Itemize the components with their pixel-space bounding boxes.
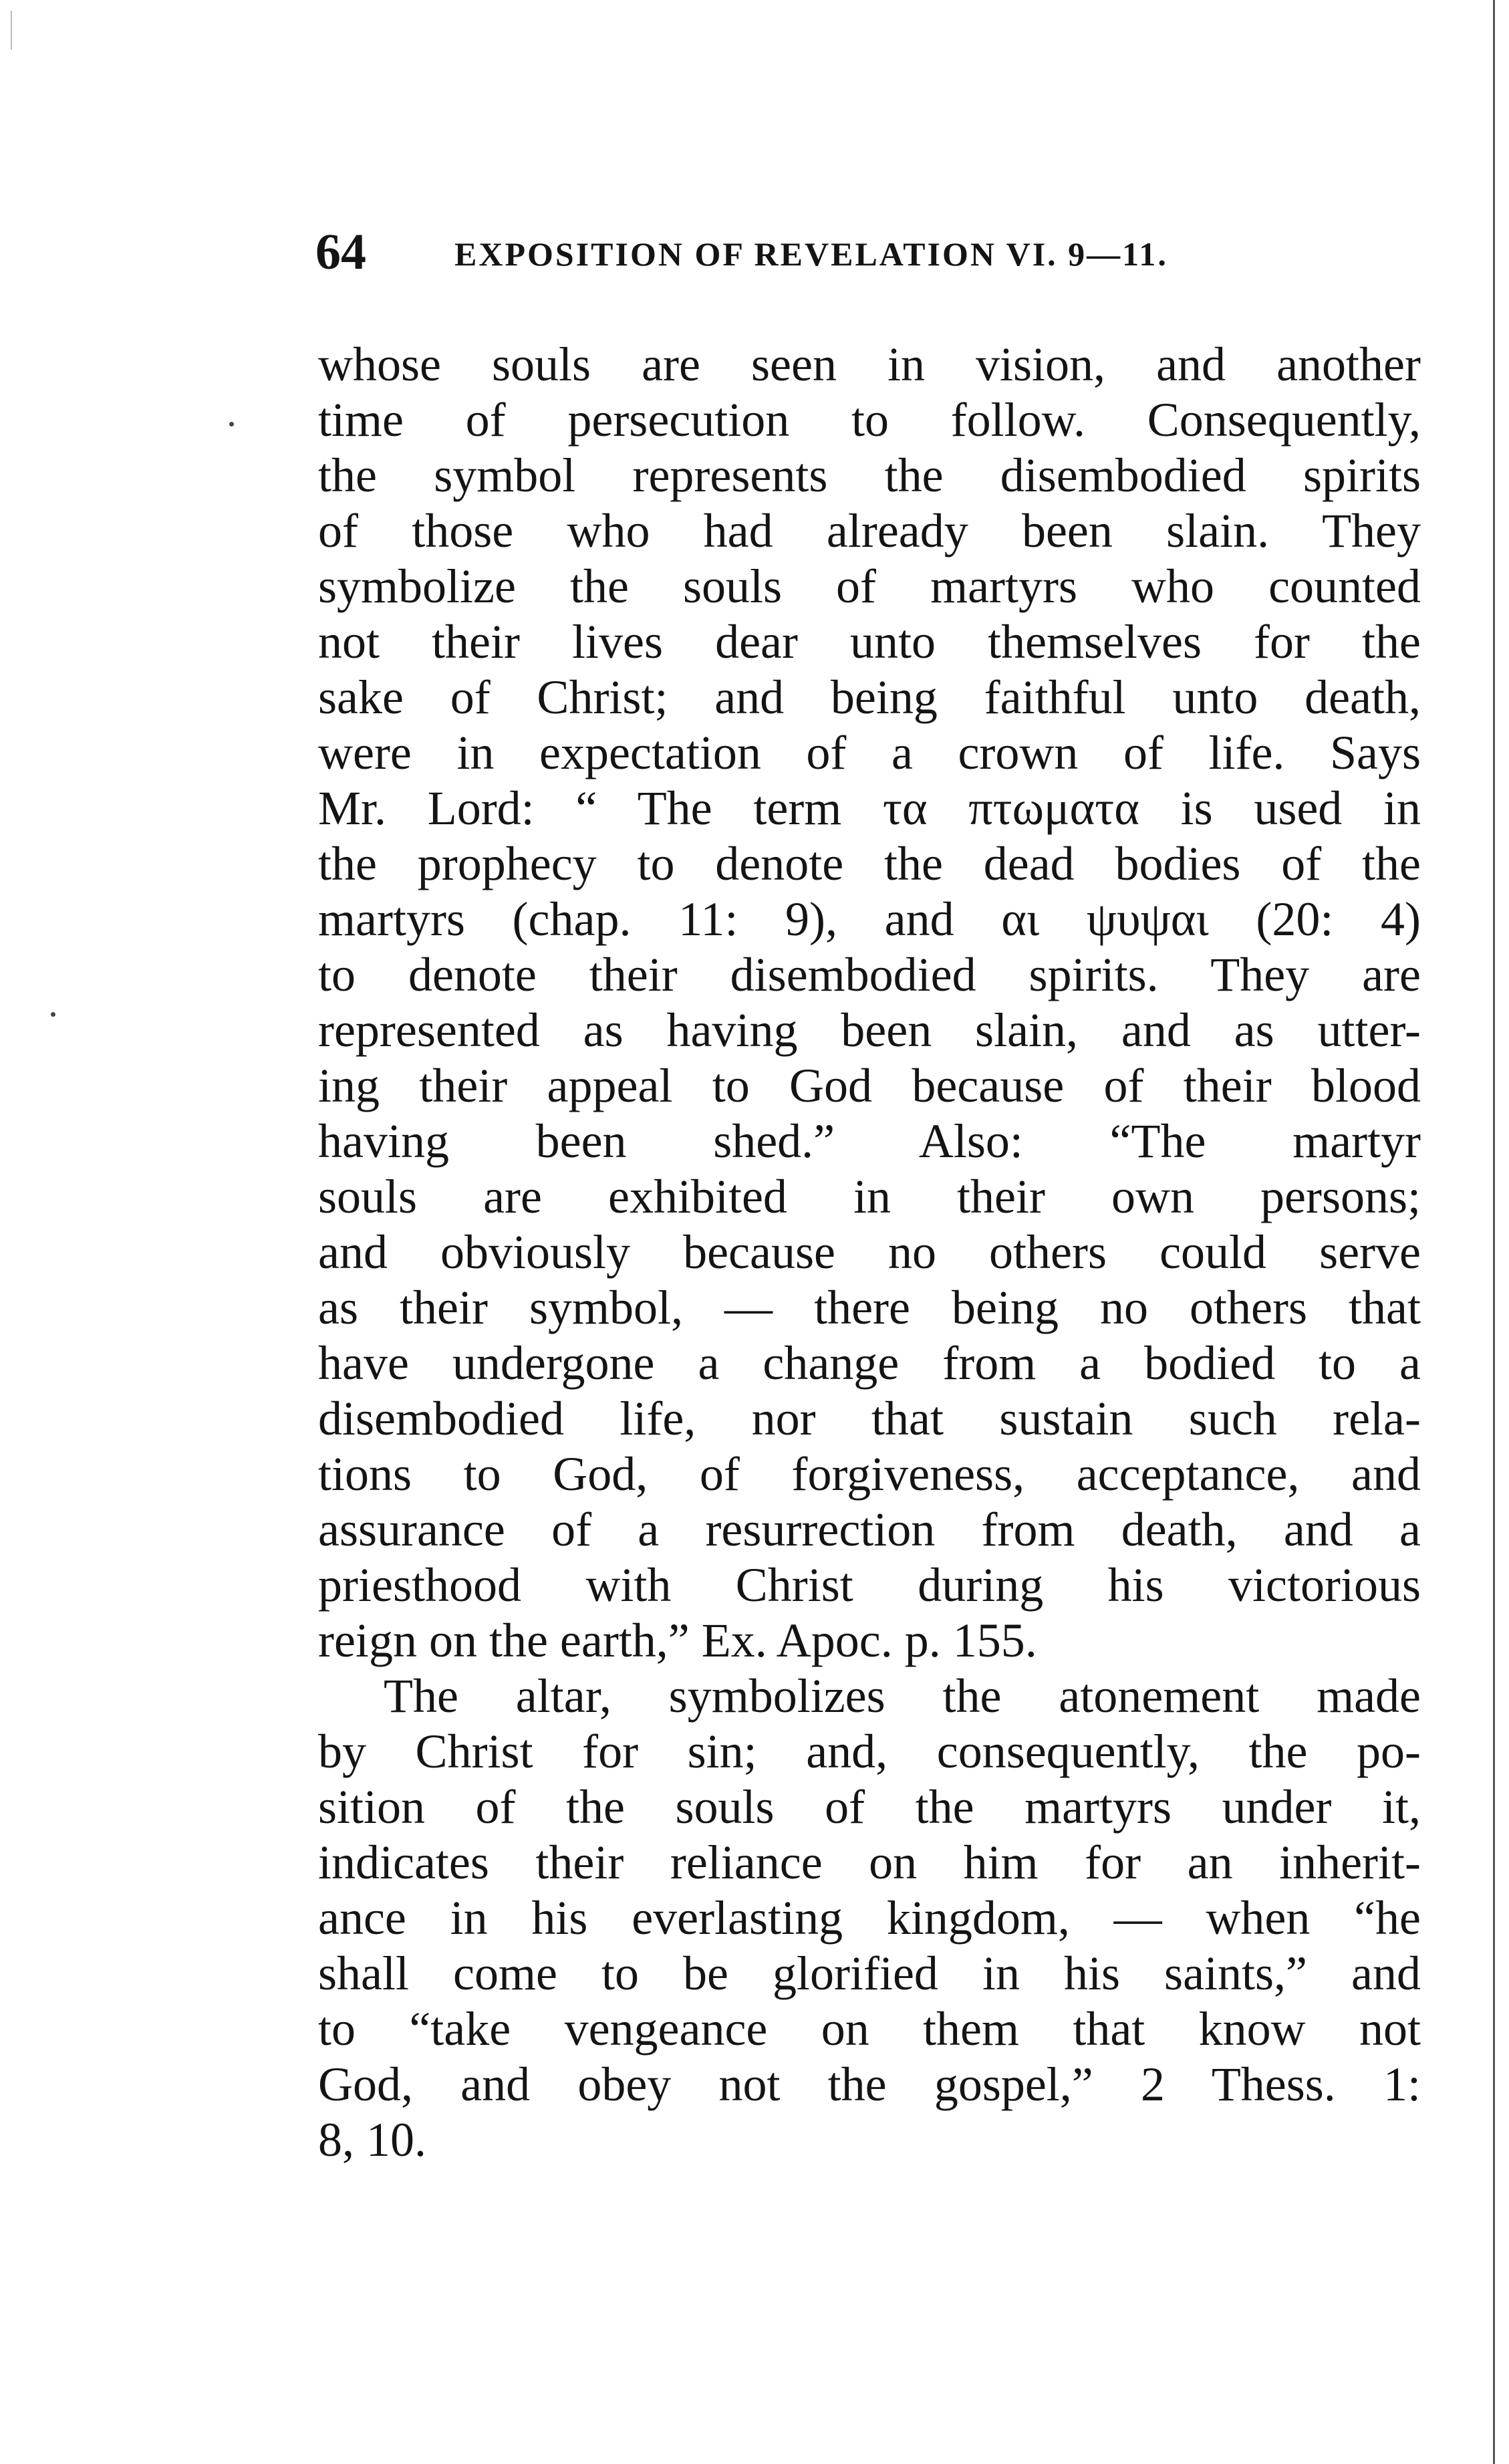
text-line: by Christ for sin; and, consequently, the po- [318,1725,1421,1778]
text-line: martyrs (chap. 11: 9), and αι ψυψαι (20: 4) [318,892,1421,946]
text-line: as their symbol, — there being no others that [318,1281,1421,1334]
text-line: indicates their reliance on him for an inherit- [318,1836,1421,1889]
text-line: to denote their disembodied spirits. They are [318,948,1421,1001]
text-line: disembodied life, nor that sustain such rela- [318,1392,1421,1445]
text-line: the prophecy to denote the dead bodies of the [318,837,1421,890]
text-line: sition of the souls of the martyrs under it, [318,1780,1421,1834]
text-line: to “take vengeance on them that know not [318,2002,1421,2056]
text-line: 8, 10. [318,2113,426,2167]
text-line: Mr. Lord: “ The term τα πτωματα is used in [318,781,1421,835]
text-line: tions to God, of forgiveness, acceptance, and [318,1447,1421,1501]
text-line: of those who had already been slain. They [318,504,1421,558]
text-line: souls are exhibited in their own persons; [318,1170,1421,1223]
text-line: having been shed.” Also: “The martyr [318,1114,1421,1168]
text-line: time of persecution to follow. Consequently, [318,393,1421,447]
text-line: assurance of a resurrection from death, and a [318,1503,1421,1556]
page-number: 64 [315,224,366,280]
text-line: were in expectation of a crown of life. Says [318,726,1421,779]
page-header [315,219,1351,293]
gutter-mark [11,11,12,49]
text-line: The altar, symbolizes the atonement made [384,1669,1421,1723]
text-line: sake of Christ; and being faithful unto death, [318,670,1421,724]
text-line: God, and obey not the gospel,” 2 Thess. 1: [318,2058,1421,2111]
running-title: EXPOSITION OF REVELATION VI. 9—11. [454,235,1168,273]
stray-dot [229,422,234,426]
text-line: shall come to be glorified in his saints,” and [318,1947,1421,2000]
text-line: and obviously because no others could serve [318,1225,1421,1279]
text-line: priesthood with Christ during his victorious [318,1558,1421,1612]
text-line: represented as having been slain, and as utter- [318,1003,1421,1057]
text-line: have undergone a change from a bodied to a [318,1336,1421,1390]
body-text [318,337,1421,2168]
text-line: not their lives dear unto themselves for the [318,615,1421,668]
page-edge-line [1493,0,1495,2464]
text-line: ing their appeal to God because of their blood [318,1059,1421,1112]
text-line: whose souls are seen in vision, and another [318,338,1421,391]
text-line: symbolize the souls of martyrs who counted [318,560,1421,613]
stray-dot [51,1012,55,1017]
text-line: ance in his everlasting kingdom, — when “he [318,1891,1421,1945]
text-line: reign on the earth,” Ex. Apoc. p. 155. [318,1614,1037,1667]
text-line: the symbol represents the disembodied spirits [318,449,1421,502]
